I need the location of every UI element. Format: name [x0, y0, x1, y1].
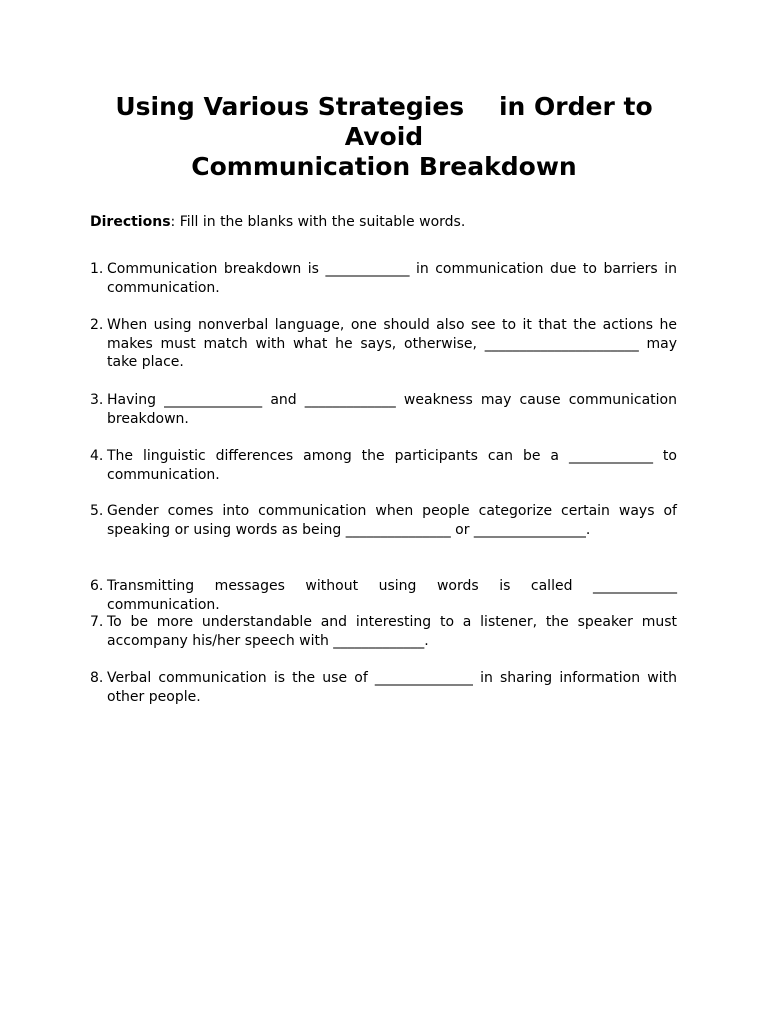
question-number: 8.	[90, 670, 104, 686]
question-number: 7.	[90, 614, 104, 630]
question-text: The linguistic differences among the participants can be a ____________ to communication.	[107, 448, 677, 483]
question-number: 1.	[90, 261, 104, 277]
question-item-6	[90, 577, 677, 614]
question-number: 2.	[90, 317, 104, 333]
question-text: To be more understandable and interesting to a listener, the speaker must accompany his/her speech with _____________.	[107, 614, 677, 649]
question-text: Transmitting messages without using words is called ____________ communication.	[107, 578, 677, 613]
directions	[90, 213, 678, 231]
question-text: Communication breakdown is ____________ in communication due to barriers in communication.	[107, 261, 677, 296]
question-number: 6.	[90, 578, 104, 594]
page-title	[90, 92, 678, 182]
question-item-3	[90, 391, 677, 428]
question-text: When using nonverbal language, one should also see to it that the actions he makes must match with what he says, otherwise, ______________________ may take place.	[107, 317, 677, 370]
directions-text: : Fill in the blanks with the suitable words.	[170, 214, 466, 230]
question-number: 3.	[90, 392, 104, 408]
question-text: Verbal communication is the use of ______________ in sharing information with other people.	[107, 670, 677, 705]
title-line-1: Using Various Strategies in Order to	[115, 92, 653, 121]
title-line-3: Communication Breakdown	[191, 152, 577, 181]
title-line-2: Avoid	[344, 122, 424, 151]
question-text: Gender comes into communication when people categorize certain ways of speaking or using words as being _______________ or ________________.	[107, 503, 677, 538]
question-number: 5.	[90, 503, 104, 519]
question-item-1	[90, 260, 677, 297]
directions-label: Directions	[90, 214, 171, 230]
question-item-7	[90, 613, 677, 650]
question-number: 4.	[90, 448, 104, 464]
question-item-2	[90, 316, 677, 372]
question-item-8	[90, 669, 677, 706]
question-item-5	[90, 502, 677, 539]
question-text: Having ______________ and _____________ weakness may cause communication breakdown.	[107, 392, 677, 427]
question-item-4	[90, 447, 677, 484]
